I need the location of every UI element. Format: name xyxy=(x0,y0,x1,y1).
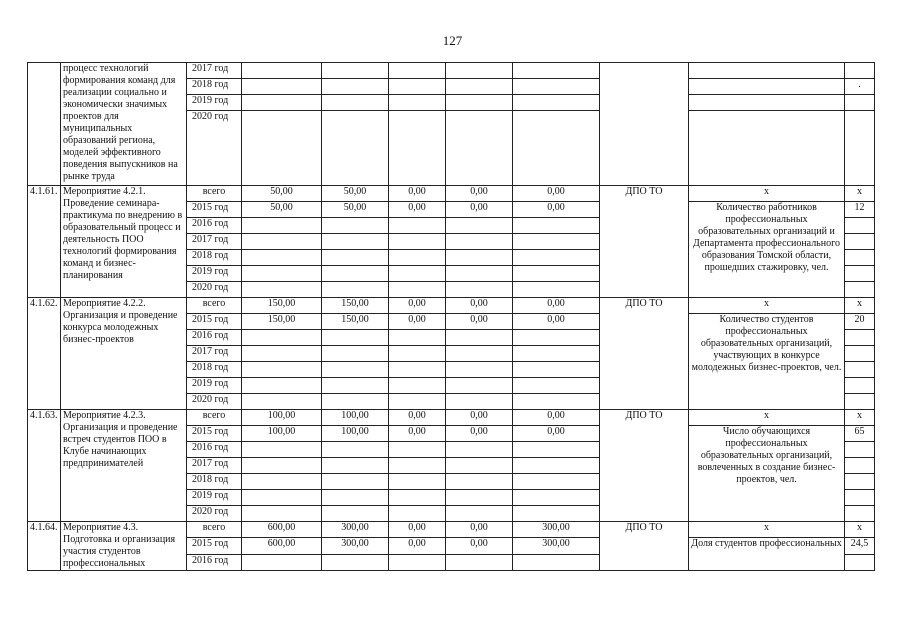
x-mark-cell: х xyxy=(689,522,845,538)
amount-cell: 0,00 xyxy=(513,426,600,442)
indicator-value xyxy=(845,250,875,266)
amount-cell: 0,00 xyxy=(513,410,600,426)
indicator-text: Число обучающихся профессиональных образовательных организаций, вовлеченных в создание бизнес-проектов, чел. xyxy=(689,426,845,522)
indicator-value xyxy=(845,63,875,79)
period-label: 2016 год xyxy=(187,555,242,571)
amount-cell xyxy=(322,282,389,298)
period-label: всего xyxy=(187,186,242,202)
amount-cell xyxy=(322,442,389,458)
period-label: 2016 год xyxy=(187,330,242,346)
amount-cell xyxy=(389,442,446,458)
amount-cell: 0,00 xyxy=(513,186,600,202)
indicator-value: 65 xyxy=(845,426,875,442)
amount-cell: 0,00 xyxy=(389,186,446,202)
amount-cell xyxy=(389,282,446,298)
indicator-value xyxy=(845,266,875,282)
amount-cell xyxy=(242,490,322,506)
amount-cell xyxy=(389,394,446,410)
amount-cell: 0,00 xyxy=(389,314,446,330)
amount-cell xyxy=(513,250,600,266)
indicator-value xyxy=(845,394,875,410)
period-label: 2016 год xyxy=(187,442,242,458)
table-body xyxy=(28,63,875,571)
x-mark-cell: х xyxy=(845,410,875,426)
activity-title: Мероприятие 4.3. Подготовка и организация участия студентов профессиональных xyxy=(61,522,187,571)
indicator-cell xyxy=(689,79,845,95)
amount-cell xyxy=(389,63,446,79)
period-label: 2019 год xyxy=(187,266,242,282)
indicator-value xyxy=(845,442,875,458)
amount-cell xyxy=(513,218,600,234)
period-label: всего xyxy=(187,298,242,314)
amount-cell xyxy=(446,555,513,571)
amount-cell xyxy=(242,266,322,282)
indicator-value xyxy=(845,474,875,490)
indicator-text: Доля студентов профессиональных xyxy=(689,538,845,571)
amount-cell: 0,00 xyxy=(389,426,446,442)
amount-cell: 600,00 xyxy=(242,522,322,538)
x-mark-cell: х xyxy=(689,298,845,314)
period-label: 2020 год xyxy=(187,282,242,298)
indicator-cell xyxy=(689,111,845,186)
amount-cell xyxy=(322,111,389,186)
amount-cell xyxy=(242,458,322,474)
amount-cell xyxy=(389,362,446,378)
amount-cell xyxy=(446,378,513,394)
table-row xyxy=(28,298,875,314)
amount-cell xyxy=(513,506,600,522)
table-row xyxy=(28,522,875,538)
amount-cell xyxy=(242,555,322,571)
amount-cell xyxy=(446,282,513,298)
amount-cell xyxy=(322,474,389,490)
activity-code: 4.1.61. xyxy=(28,186,61,298)
amount-cell xyxy=(513,474,600,490)
code-cell xyxy=(28,63,61,186)
amount-cell xyxy=(513,330,600,346)
indicator-text: Количество студентов профессиональных образовательных организаций, участвующих в конкурсе молодежных бизнес-проектов, чел. xyxy=(689,314,845,410)
amount-cell: 0,00 xyxy=(389,538,446,555)
amount-cell: 0,00 xyxy=(446,186,513,202)
period-label: 2018 год xyxy=(187,474,242,490)
amount-cell xyxy=(242,506,322,522)
amount-cell xyxy=(242,218,322,234)
amount-cell xyxy=(446,474,513,490)
amount-cell xyxy=(322,346,389,362)
period-label: 2020 год xyxy=(187,111,242,186)
amount-cell: 300,00 xyxy=(513,522,600,538)
amount-cell xyxy=(322,63,389,79)
amount-cell xyxy=(513,111,600,186)
amount-cell: 150,00 xyxy=(322,298,389,314)
amount-cell xyxy=(389,266,446,282)
period-label: 2016 год xyxy=(187,218,242,234)
amount-cell xyxy=(446,490,513,506)
amount-cell: 0,00 xyxy=(446,202,513,218)
amount-cell: 300,00 xyxy=(322,522,389,538)
amount-cell: 50,00 xyxy=(322,202,389,218)
amount-cell xyxy=(242,442,322,458)
indicator-value xyxy=(845,555,875,571)
indicator-value xyxy=(845,95,875,111)
amount-cell xyxy=(389,95,446,111)
amount-cell: 0,00 xyxy=(446,298,513,314)
amount-cell xyxy=(242,474,322,490)
period-label: 2015 год xyxy=(187,314,242,330)
amount-cell xyxy=(446,346,513,362)
amount-cell xyxy=(242,95,322,111)
amount-cell xyxy=(446,234,513,250)
amount-cell xyxy=(322,394,389,410)
period-label: 2015 год xyxy=(187,202,242,218)
period-label: 2017 год xyxy=(187,458,242,474)
period-label: 2017 год xyxy=(187,346,242,362)
amount-cell: 0,00 xyxy=(513,314,600,330)
activity-code: 4.1.64. xyxy=(28,522,61,571)
activity-title: процесс технологий формирования команд для реализации социально и экономически значимых проектов для муниципальных образований региона, моделей эффективного поведения выпускников на рынке труда xyxy=(61,63,187,186)
executor-cell xyxy=(600,63,689,186)
period-label: 2020 год xyxy=(187,506,242,522)
amount-cell xyxy=(389,79,446,95)
amount-cell xyxy=(322,266,389,282)
amount-cell: 0,00 xyxy=(446,538,513,555)
amount-cell: 100,00 xyxy=(242,426,322,442)
indicator-value: 24,5 xyxy=(845,538,875,555)
amount-cell xyxy=(513,555,600,571)
executor-cell: ДПО ТО xyxy=(600,186,689,298)
amount-cell xyxy=(242,111,322,186)
amount-cell xyxy=(322,490,389,506)
amount-cell: 0,00 xyxy=(513,298,600,314)
amount-cell: 100,00 xyxy=(242,410,322,426)
amount-cell xyxy=(242,63,322,79)
activity-title: Мероприятие 4.2.1. Проведение семинара-практикума по внедрению в образовательный процесс и деятельность ПОО технологий формирования команд и бизнес-планирования xyxy=(61,186,187,298)
amount-cell xyxy=(446,266,513,282)
period-label: 2018 год xyxy=(187,79,242,95)
mark-cell: . xyxy=(845,79,875,95)
period-label: 2019 год xyxy=(187,378,242,394)
activity-code: 4.1.63. xyxy=(28,410,61,522)
indicator-cell xyxy=(689,63,845,79)
indicator-value xyxy=(845,111,875,186)
period-label: всего xyxy=(187,522,242,538)
x-mark-cell: х xyxy=(845,298,875,314)
period-label: 2019 год xyxy=(187,95,242,111)
amount-cell: 0,00 xyxy=(389,410,446,426)
amount-cell: 0,00 xyxy=(446,410,513,426)
table-row xyxy=(28,410,875,426)
period-label: 2015 год xyxy=(187,538,242,555)
amount-cell: 600,00 xyxy=(242,538,322,555)
amount-cell: 0,00 xyxy=(446,522,513,538)
indicator-value xyxy=(845,346,875,362)
amount-cell: 50,00 xyxy=(242,202,322,218)
indicator-value xyxy=(845,490,875,506)
amount-cell xyxy=(513,95,600,111)
amount-cell xyxy=(513,394,600,410)
amount-cell xyxy=(389,490,446,506)
x-mark-cell: х xyxy=(845,186,875,202)
amount-cell xyxy=(242,394,322,410)
amount-cell: 0,00 xyxy=(389,522,446,538)
indicator-value: 12 xyxy=(845,202,875,218)
amount-cell xyxy=(322,506,389,522)
amount-cell xyxy=(322,234,389,250)
indicator-value xyxy=(845,282,875,298)
amount-cell xyxy=(389,506,446,522)
amount-cell xyxy=(242,282,322,298)
amount-cell xyxy=(389,346,446,362)
amount-cell xyxy=(389,234,446,250)
amount-cell xyxy=(242,362,322,378)
amount-cell xyxy=(322,378,389,394)
amount-cell: 0,00 xyxy=(389,202,446,218)
indicator-value xyxy=(845,330,875,346)
amount-cell xyxy=(322,555,389,571)
amount-cell xyxy=(446,111,513,186)
amount-cell: 50,00 xyxy=(322,186,389,202)
amount-cell xyxy=(389,555,446,571)
amount-cell: 50,00 xyxy=(242,186,322,202)
amount-cell xyxy=(446,442,513,458)
page-number: 127 xyxy=(442,33,463,48)
executor-cell: ДПО ТО xyxy=(600,410,689,522)
amount-cell xyxy=(513,346,600,362)
amount-cell xyxy=(513,63,600,79)
amount-cell: 150,00 xyxy=(322,314,389,330)
indicator-value xyxy=(845,378,875,394)
executor-cell: ДПО ТО xyxy=(600,298,689,410)
amount-cell xyxy=(389,218,446,234)
amount-cell xyxy=(389,474,446,490)
amount-cell xyxy=(446,506,513,522)
amount-cell: 300,00 xyxy=(513,538,600,555)
amount-cell xyxy=(242,346,322,362)
amount-cell xyxy=(389,458,446,474)
activity-title: Мероприятие 4.2.2. Организация и проведение конкурса молодежных бизнес-проектов xyxy=(61,298,187,410)
period-label: 2020 год xyxy=(187,394,242,410)
period-label: 2015 год xyxy=(187,426,242,442)
amount-cell xyxy=(322,362,389,378)
amount-cell xyxy=(446,394,513,410)
x-mark-cell: х xyxy=(845,522,875,538)
amount-cell: 0,00 xyxy=(389,298,446,314)
activity-title: Мероприятие 4.2.3. Организация и проведение встреч студентов ПОО в Клубе начинающих предпринимателей xyxy=(61,410,187,522)
amount-cell xyxy=(322,218,389,234)
amount-cell xyxy=(389,250,446,266)
executor-cell: ДПО ТО xyxy=(600,522,689,571)
table-row xyxy=(28,186,875,202)
indicator-cell xyxy=(689,95,845,111)
amount-cell xyxy=(446,63,513,79)
amount-cell xyxy=(513,490,600,506)
amount-cell xyxy=(446,330,513,346)
amount-cell xyxy=(322,330,389,346)
amount-cell xyxy=(242,234,322,250)
indicator-value xyxy=(845,458,875,474)
amount-cell xyxy=(322,250,389,266)
amount-cell xyxy=(513,458,600,474)
amount-cell xyxy=(513,442,600,458)
amount-cell xyxy=(389,330,446,346)
amount-cell xyxy=(513,282,600,298)
amount-cell xyxy=(242,250,322,266)
amount-cell xyxy=(513,266,600,282)
amount-cell xyxy=(446,79,513,95)
amount-cell xyxy=(322,95,389,111)
amount-cell: 0,00 xyxy=(446,426,513,442)
amount-cell: 0,00 xyxy=(513,202,600,218)
indicator-value xyxy=(845,506,875,522)
amount-cell xyxy=(446,362,513,378)
amount-cell: 150,00 xyxy=(242,314,322,330)
program-table xyxy=(27,62,875,571)
amount-cell xyxy=(389,378,446,394)
period-label: 2018 год xyxy=(187,250,242,266)
amount-cell xyxy=(446,95,513,111)
period-label: 2019 год xyxy=(187,490,242,506)
amount-cell: 300,00 xyxy=(322,538,389,555)
amount-cell xyxy=(322,79,389,95)
indicator-value xyxy=(845,362,875,378)
activity-code: 4.1.62. xyxy=(28,298,61,410)
amount-cell xyxy=(513,79,600,95)
period-label: 2017 год xyxy=(187,63,242,79)
amount-cell: 0,00 xyxy=(446,314,513,330)
x-mark-cell: х xyxy=(689,186,845,202)
indicator-value xyxy=(845,234,875,250)
amount-cell xyxy=(446,250,513,266)
period-label: всего xyxy=(187,410,242,426)
amount-cell: 100,00 xyxy=(322,410,389,426)
indicator-value xyxy=(845,218,875,234)
amount-cell xyxy=(513,362,600,378)
amount-cell xyxy=(513,378,600,394)
amount-cell: 100,00 xyxy=(322,426,389,442)
amount-cell xyxy=(446,218,513,234)
indicator-text: Количество работников профессиональных образовательных организаций и Департамента профессионального образования Томской области, прошедших стажировку, чел. xyxy=(689,202,845,298)
amount-cell xyxy=(322,458,389,474)
x-mark-cell: х xyxy=(689,410,845,426)
amount-cell xyxy=(446,458,513,474)
amount-cell xyxy=(242,79,322,95)
period-label: 2017 год xyxy=(187,234,242,250)
amount-cell xyxy=(242,378,322,394)
indicator-value: 20 xyxy=(845,314,875,330)
amount-cell: 150,00 xyxy=(242,298,322,314)
period-label: 2018 год xyxy=(187,362,242,378)
amount-cell xyxy=(242,330,322,346)
amount-cell xyxy=(389,111,446,186)
amount-cell xyxy=(513,234,600,250)
table-row xyxy=(28,63,875,79)
